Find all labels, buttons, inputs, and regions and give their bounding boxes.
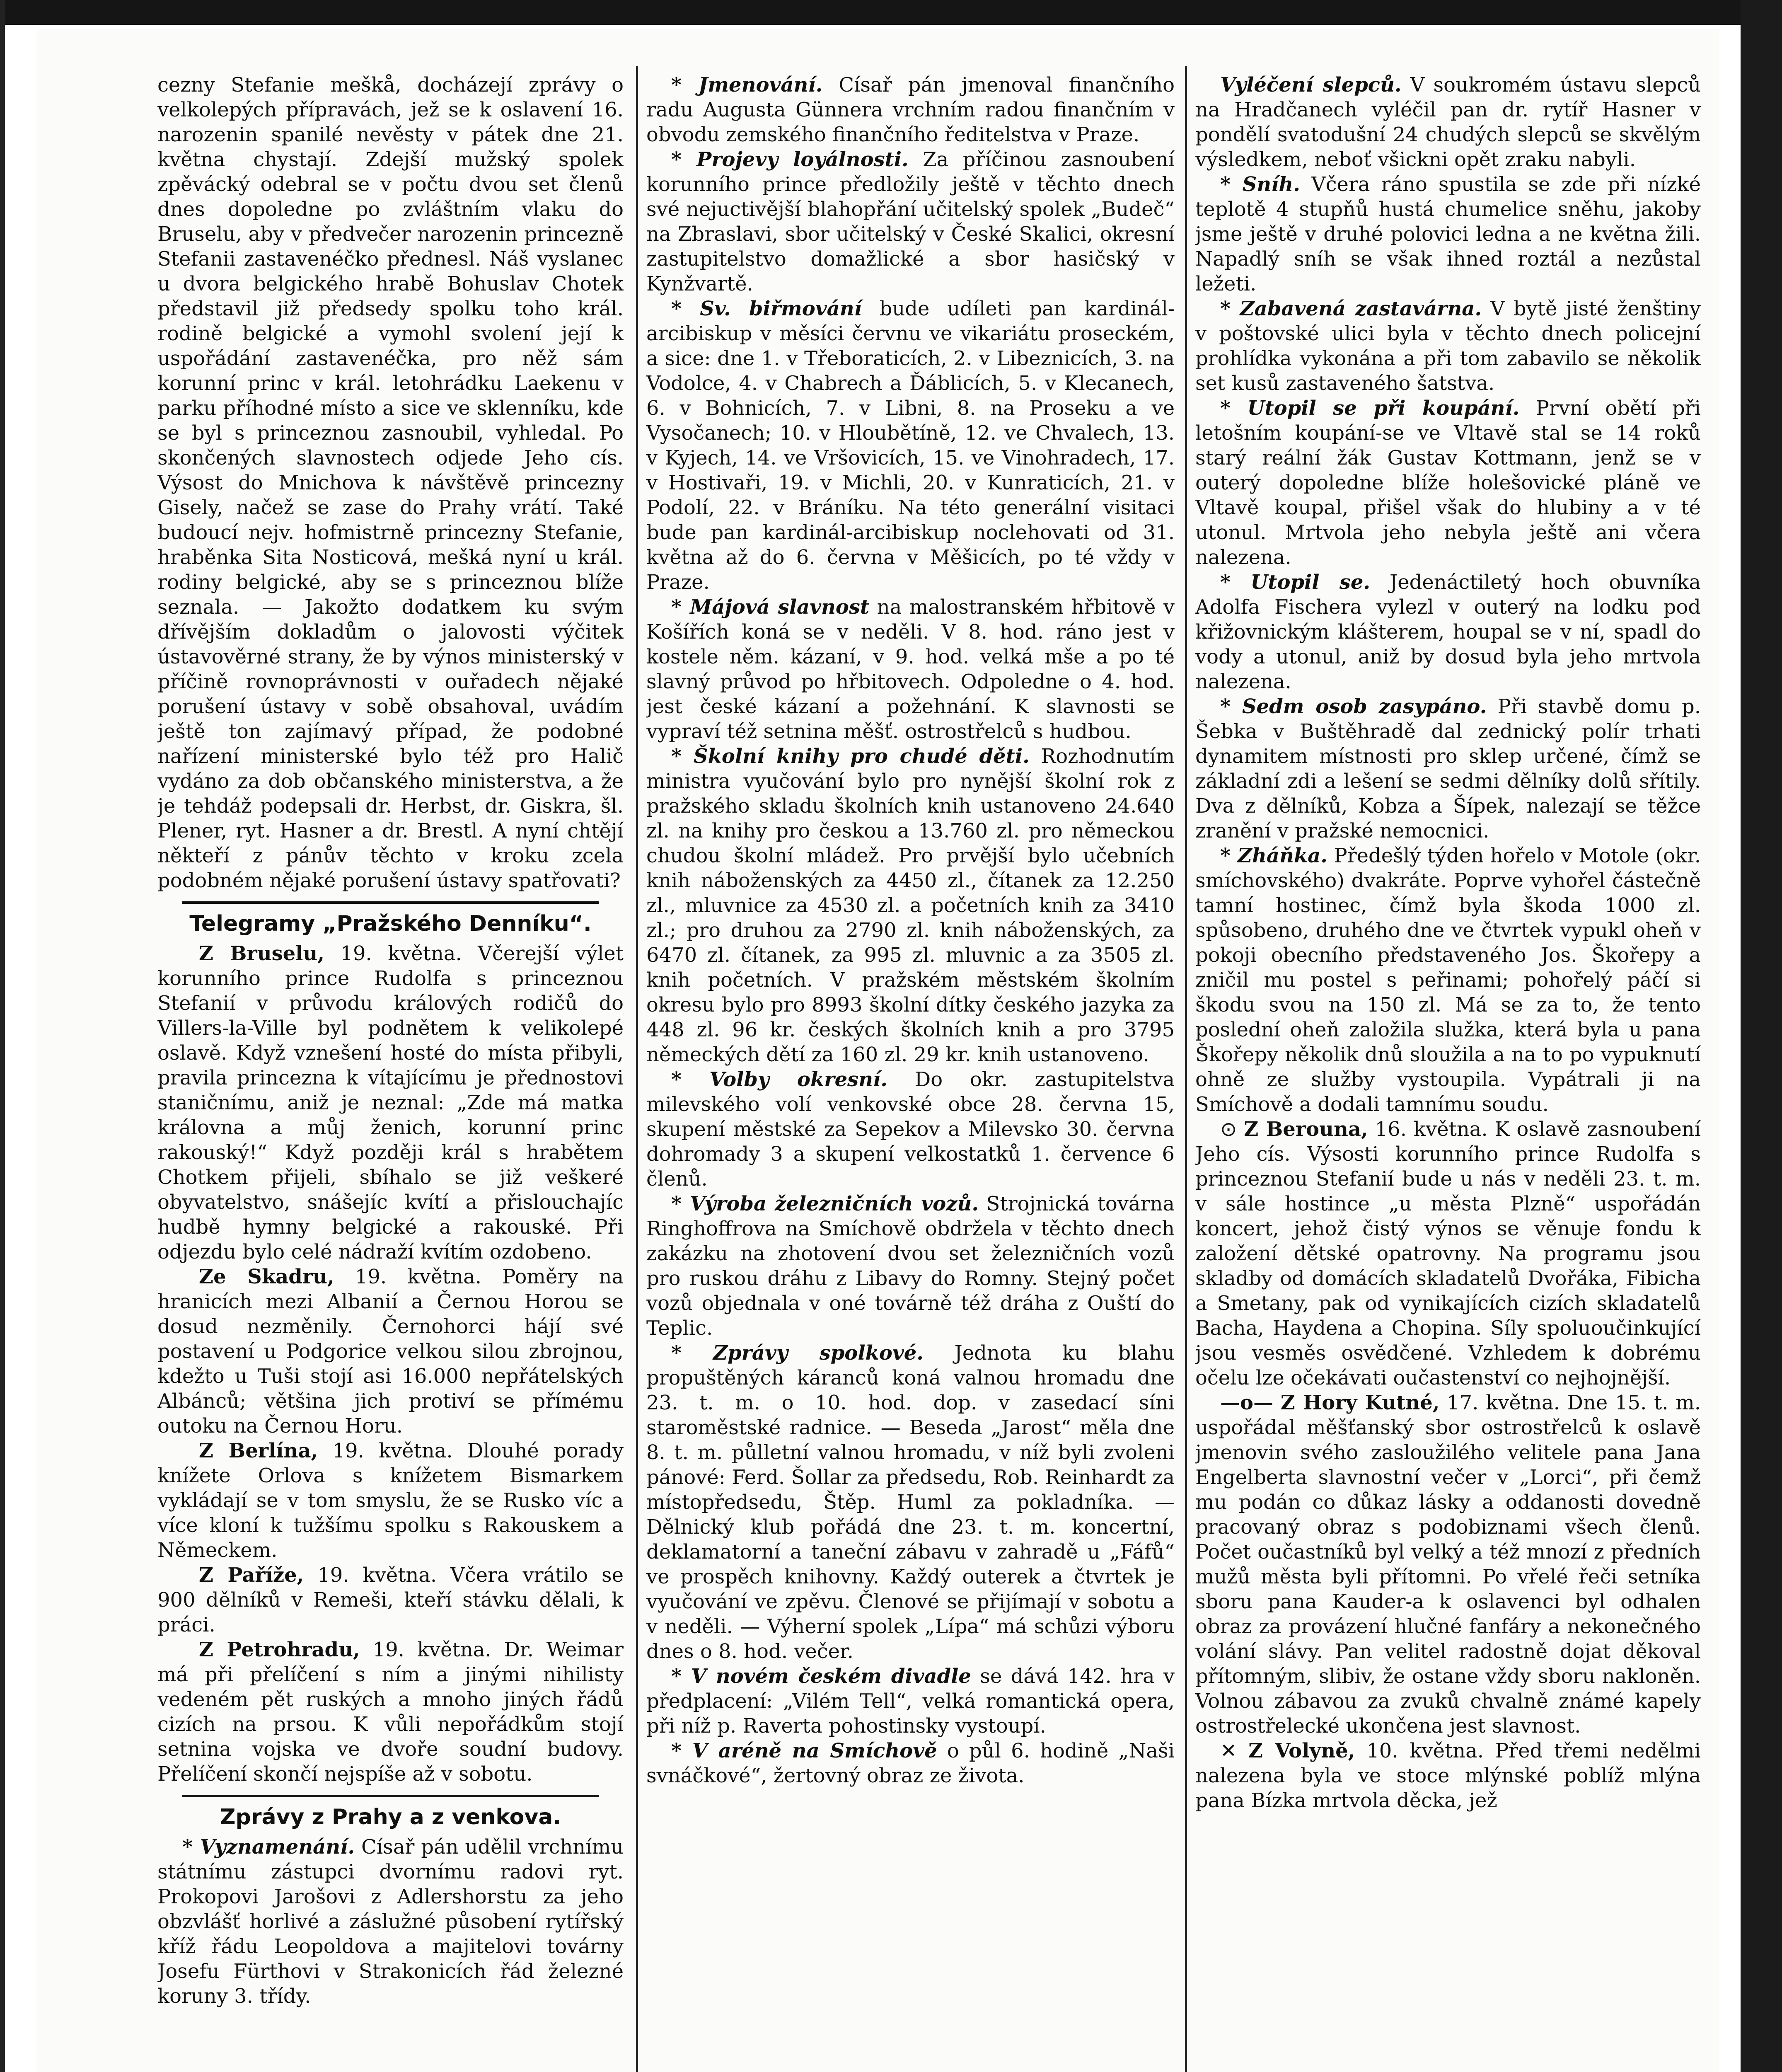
scan-border-top <box>0 0 1782 25</box>
telegram-section-heading: Telegramy „Pražského Denníku“. <box>189 911 592 936</box>
article-loyalty: * Projevy loyálnosti. Za příčinou zasnoubení korunního prince předložily ještě v těchto dnech své nejuctivější blahopřání učitelský spolek „Budeč“ na Zbraslavi, sbor učitelský v České Skalici, okresní zastupitelstvo domažlické a sbor hasičský v Kynžvartě. <box>646 148 1175 295</box>
telegram-skadar: Ze Skadru, 19. května. Poměry na hranicích mezi Albanií a Černou Horou se dosud nezměnily. Černohorci hájí své postavení u Podgorice velkou silou zbrojnou, kdežto u Tuši stojí asi 16.000 nepřátelských Albánců; většina jich protiví se přímému outoku na Černou Horu. <box>157 1265 624 1438</box>
article-blind-healed: Vyléčení slepců. V soukromém ústavu slepců na Hradčanech vyléčil pan dr. rytíř Hasner v pondělí svatodušní 24 chudých slepců se skvělým výsledkem, neboť všickni opět zraku nabyli. <box>1195 73 1701 171</box>
report-volyne: ✕ Z Volyně, 10. května. Před třemi nedělmi nalezena byla ve stoce mlýnské poblíž mlýna pana Bízka mrtvola děcka, jež <box>1195 1739 1701 1812</box>
article-district-elections: * Volby okresní. Do okr. zastupitelstva milevského volí venkovské obce 28. června 15, skupení městské za Sepekov a Milevsko 30. června dohromady 3 a skupení velkostatků 1. července 6 členů. <box>646 1068 1175 1191</box>
telegram-brussels: Z Bruselu, 19. května. Včerejší výlet korunního prince Rudolfa s princeznou Stefanií v průvodu králových rodičů do Villers-la-Ville byl podnětem k velikolepé oslavě. Když vznešení hosté do místa přibyli, pravila princezna k vítajícímu je přednostovi staničnímu, aniž je neznal: „Zde má matka královna a můj ženich, korunní princ rakouský!“ Když později král s hrabětem Chotkem přijeli, sbíhalo se již veškeré obyvatelstvo, snášejíc kvítí a přislouchajíc hudbě hymny belgické a rakouské. Při odjezdu bylo celé nádraží kvítím ozdobeno. <box>157 942 624 1264</box>
article-railway-cars: * Výroba železničních vozů. Strojnická továrna Ringhoffrova na Smíchově obdržela v těchto dnech zakázku na zhotovení dvou set železničních vozů pro ruskou dráhu z Libavy do Romny. Stejný počet vozů objednala v oné továrně též dráha z Ouští do Teplic. <box>646 1192 1175 1340</box>
column-rule-right <box>1185 66 1187 2072</box>
local-news-section-heading: Zprávy z Prahy a z venkova. <box>220 1805 561 1830</box>
article-smichov-arena: * V aréně na Smíchově o půl 6. hodině „Naši svnáčkové“, žertovný obraz ze života. <box>646 1739 1175 1787</box>
section-divider <box>182 901 599 904</box>
report-kutna-hora: —o— Z Hory Kutné, 17. května. Dne 15. t. m. uspořádal měšťanský sbor ostrostřelců k oslavě jmenovin svého zasloužilého velitele pana Jana Engelberta slavnostní večer v „Lorci“, při čemž mu podán co důkaz lásky a oddanosti dovedně pracovaný obraz s podobiznami všech členů. Počet oučastníků byl velký a též mnozí z předních mužů města byli přítomni. Po vřelé řeči setníka sboru pana Kauder-a k oslavenci byl odhalen obraz za provázení hlučné fanfáry a nekonečného volání slávy. Pan velitel radostně dojat děkoval přítomným, slibiv, že ostane vždy sboru nakloněn. Volnou zábavou za zvuků chvalně známé kapely ostrostřelecké ukončena jest slavnost. <box>1195 1391 1701 1738</box>
column-3 <box>1195 73 1701 2072</box>
newspaper-page <box>37 29 1719 2072</box>
article-decoration: * Vyznamenání. Císař pán udělil vrchnímu státnímu zástupci dvornímu radovi ryt. Prokopovi Jarošovi z Adlershorstu za jeho obzvlášť horlivé a záslužné působení rytířský kříž řádu Leopoldova a majitelovi továrny Josefu Fürthovi v Strakonicích řád železné koruny 3. třídy. <box>157 1835 624 2008</box>
section-divider <box>182 1795 599 1797</box>
article-snow: * Sníh. Včera ráno spustila se zde při nízké teplotě 4 stupňů hustá chumelice sněhu, jakoby jsme ještě v druhé polovici ledna a ne května žili. Napadlý sníh se však ihned roztál a nezůstal ležeti. <box>1195 173 1701 295</box>
telegram-paris: Z Paříže, 19. května. Včera vrátilo se 900 dělníků v Remeši, kteří stávku dělali, k práci. <box>157 1564 624 1636</box>
scan-border-right <box>1741 0 1782 2072</box>
article-drowned-bathing: * Utopil se při koupání. První obětí při letošním koupání-se ve Vltavě stal se 14 roků starý reální žák Gustav Kottmann, jenž se v outerý dopoledne blíže holešovické pláně ve Vltavě koupal, přišel však do hlubiny a v té utonul. Mrtvola jeho nebyla ještě ani včera nalezena. <box>1195 397 1701 569</box>
cross-icon: ✕ <box>1220 1739 1237 1762</box>
article-appointment: * Jmenování. Císař pán jmenoval finančního radu Augusta Günnera vrchním radou finančním v obvodu zemského finančního ředitelstva v Praze. <box>646 73 1175 146</box>
article-school-books: * Školní knihy pro chudé děti. Rozhodnutím ministra vyučování bylo pro nynější školní rok z pražského skladu školních knih ustanoveno 24.640 zl. na knihy pro českou a 13.760 zl. pro německou chudou školní mládež. Pro prvější bylo učebních knih náboženských za 4450 zl., čítanek za 12.250 zl., mluvnice za 4530 zl. a početních knih za 3410 zl.; pro druhou za 2790 zl. knih náboženských, za 6470 zl. čítanek, za 995 zl. mluvnic a za 3505 zl. knih početních. V pražském městském školním okresu bylo pro 8993 školní dítky českého jazyka za 448 zl. 96 kr. českých školních knih a pro 3795 německých dětí za 160 zl. 29 kr. knih ustanoveno. <box>646 745 1175 1066</box>
column-rule-left <box>636 66 638 2072</box>
circle-dot-icon: ⊙ <box>1220 1118 1237 1141</box>
article-may-festival: * Májová slavnost na malostranském hřbitově v Košířích koná se v neděli. V 8. hod. ráno jest v kostele něm. kázaní, v 9. hod. velká mše a po té slavný průvod po hřbitovech. Odpoledne o 4. hod. jest české kázaní a požehnání. K slavnosti se vypraví též setnina měšť. ostrostřelců s hudbou. <box>646 595 1175 743</box>
article-club-news: * Zprávy spolkové. Jednota ku blahu propuštěných káranců koná valnou hromadu dne 23. t. m. o 10. hod. dop. v zasedací síni staroměstské radnice. — Beseda „Jarost“ měla dne 8. t. m. půlletní valnou hromadu, v níž byli zvoleni pánové: Ferd. Šollar za předsedu, Rob. Reinhardt za místopředsedu, Štěp. Huml za pokladníka. — Dělnický klub pořádá dne 23. t. m. koncertní, deklamatorní a taneční zábavu v zahradě u „Fáfů“ ve prospěch knihovny. Každý outerek a čtvrtek je vyučování ve zpěvu. Členové se přijímají v sobotu a v neděli. — Výherní spolek „Lípa“ má schůzi výboru dnes o 8. hod. večer. <box>646 1341 1175 1663</box>
telegram-petersburg: Z Petrohradu, 19. května. Dr. Weimar má při přelíčení s ním a jinými nihilisty vedeném pět ruských a mnoho jiných řádů cizích na prsou. K vůli nepořádkům stojí setnina vojska ve dvoře soudní budovy. Přelíčení skončí nejspíše až v sobotu. <box>157 1638 624 1786</box>
telegram-berlin: Z Berlína, 19. května. Dlouhé porady knížete Orlova s knížetem Bismarkem vykládají se v tom smyslu, že se Rusko víc a více kloní k tužšímu spolku s Rakouskem a Německem. <box>157 1439 624 1562</box>
article-fire: * Zháňka. Předešlý týden hořelo v Motole (okr. smíchovského) dvakráte. Poprve vyhořel částečně tamní hostinec, čímž byla škoda 1000 zl. spůsobeno, druhého dne ve čtvrtek vypukl oheň v pokoji obecního představeného Jos. Škořepy a zničil mu postel s peřinami; pohořelý páčí si škodu svou na 150 zl. Má se za to, že tento poslední oheň založila služka, která byla u pana Škořepy několik dnů sloužila a na to po vypuknutí ohně ze služby vystoupila. Vypátrali ji na Smíchově a dodali tamnímu soudu. <box>1195 844 1701 1116</box>
article-seven-buried: * Sedm osob zasypáno. Při stavbě domu p. Šebka v Buštěhradě dal zednický polír trhati dynamitem místnosti pro sklep určené, čímž se základní zdi a lešení se sedmi dělníky dolů sřítily. Dva z dělníků, Kobza a Šípek, nalezají se těžce zranění v pražské nemocnici. <box>1195 695 1701 842</box>
article-confirmation: * Sv. biřmování bude udíleti pan kardinál-arcibiskup v měsíci červnu ve vikariátu proseckém, a sice: dne 1. v Třeboraticích, 2. v Libeznicích, 3. na Vodolce, 4. v Chabrech a Ďáblicích, 5. v Klecanech, 6. v Bohnicích, 7. v Libni, 8. na Proseku a ve Vysočanech; 10. v Hloubětíně, 12. ve Chvalech, 13. v Kyjech, 14. ve Vršovicích, 15. ve Vinohradech, 17. v Hostivaři, 19. v Michli, 20. v Kunraticích, 21. v Podolí, 22. v Bráníku. Na této generální visitaci bude pan kardinál-arcibiskup noclehovati od 31. května až do 6. června v Měšicích, po té vždy v Praze. <box>646 297 1175 594</box>
article-drowned-boy: * Utopil se. Jedenáctiletý hoch obuvníka Adolfa Fischera vylezl v outerý na lodku pod křižovnickým klášterem, houpal se v ní, spadl do vody a utonul, aniž by dosud byla jeho mrtvola nalezena. <box>1195 571 1701 693</box>
column-1 <box>157 73 624 2072</box>
article-pawnshop: * Zabavená zastavárna. V bytě jisté ženštiny v poštovské ulici byla v těchto dnech policejní prohlídka vykonána a při tom zabavilo se několik set kusů zastaveného šatstva. <box>1195 297 1701 395</box>
scan-border-left <box>0 0 5 2072</box>
column-2 <box>646 73 1175 2072</box>
article-new-czech-theatre: * V novém českém divadle se dává 142. hra v předplacení: „Vilém Tell“, velká romantická opera, při níž p. Raverta pohostinsky vystoupí. <box>646 1665 1175 1738</box>
report-beroun: ⊙ Z Berouna, 16. května. K oslavě zasnoubení Jeho cís. Výsosti korunního prince Rudolfa s princeznou Stefanií bude u nás v neděli 23. t. m. v sále hostince „u města Plzně“ uspořádán koncert, jehož čistý výnos se věnuje fondu k založení dětské opatrovny. Na programu jsou skladby od domácích skladatelů Dvořáka, Fibicha a Smetany, pak od vynikajících cizích skladatelů Bacha, Haydena a Chopina. Síly spoluoučinkující jsou vesměs osvědčené. Vzhledem k dobrému očelu lze očekávati oučastenství co nejhojnější. <box>1195 1118 1701 1389</box>
intro-paragraph: cezny Stefanie meškå, docházejí zprávy o velkolepých přípravách, jež se k oslavení 16. narozenin spanilé nevěsty v pátek dne 21. května chystají. Zdejší mužský spolek zpěvácký odebral se v počtu dvou set členů dnes dopoledne po zvláštním vlaku do Bruselu, aby v předvečer narozenin princezně Stefanii zastavenéčko přednesl. Náš vyslanec u dvora belgického hrabě Bohuslav Chotek představil již předsedy spolku toho král. rodině belgické a vymohl svolení její k uspořádání zastavenéčka, pro něž sám korunní princ v král. letohrádku Laekenu v parku příhodné místo a sice ve sklenníku, kde se byl s princeznou zasnoubil, vyhledal. Po skončených slavnostech odjede Jeho cís. Výsost do Mnichova k návštěvě princezny Gisely, načež se zase do Prahy vrátí. Také budoucí nejv. hofmistrně princezny Stefanie, hraběnka Sita Nosticová, mešká nyní u král. rodiny belgické, aby se s princeznou blíže seznala. — Jakožto dodatkem ku svým dřívějším dokladům o jalovosti výčitek ústavověrné strany, že by výnos ministerský v příčině rovnoprávnosti v ouřadech nějaké porušení ústavy v sobě obsahoval, uvádím ještě ton zajímavý případ, že podobné nařízení ministerské bylo též pro Halič vydáno za dob občanského ministerstva, a že je tehdáž podepsali dr. Herbst, dr. Giskra, šl. Plener, ryt. Hasner a dr. Brestl. A nyní chtějí někteří z pánův těchto v kroku zcela podobném nějaké porušení ústavy spatřovati? <box>157 73 624 892</box>
